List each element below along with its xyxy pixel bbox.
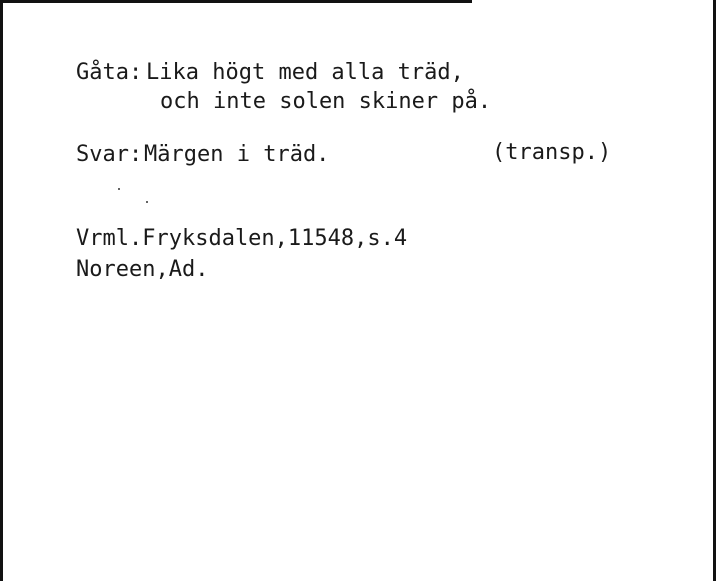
answer-label: Svar: [76, 142, 143, 167]
riddle-line-2: och inte solen skiner på. [160, 89, 492, 114]
transposition-note: (transp.) [492, 140, 612, 165]
card-top-edge [0, 0, 472, 3]
ink-speck [146, 201, 148, 203]
source-reference: Vrml.Fryksdalen,11548,s.4 [76, 226, 408, 251]
collector-name: Noreen,Ad. [76, 257, 209, 282]
card-left-edge [0, 0, 3, 581]
answer-text: Märgen i träd. [144, 142, 330, 167]
riddle-line-1: Lika högt med alla träd, [146, 60, 464, 85]
riddle-label: Gåta: [76, 60, 143, 85]
ink-speck [118, 188, 120, 190]
